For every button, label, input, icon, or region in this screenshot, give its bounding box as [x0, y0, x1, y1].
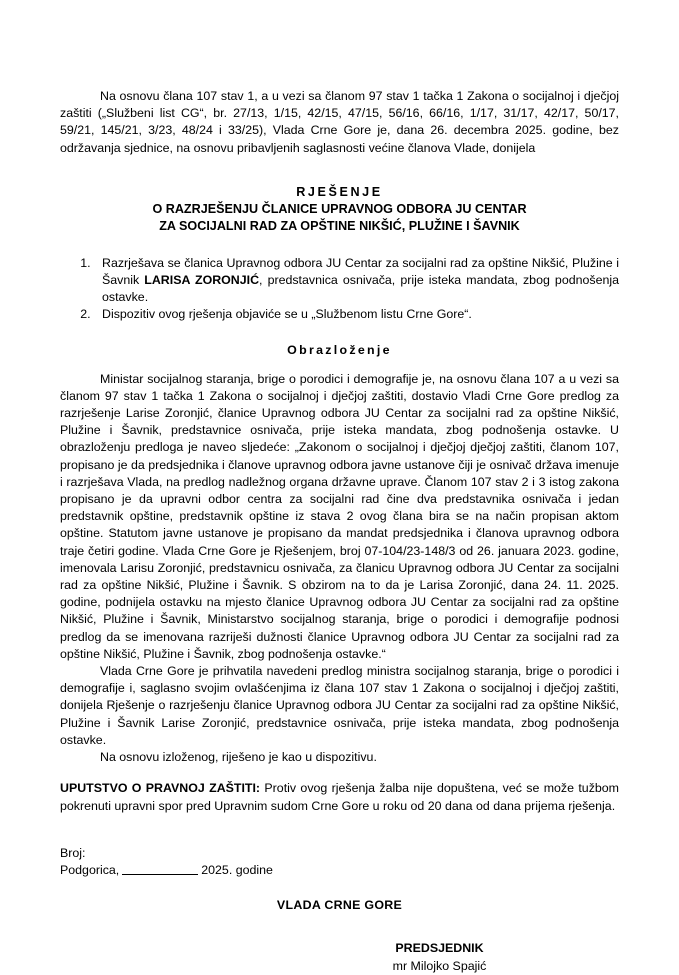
government-name: VLADA CRNE GORE	[276, 898, 403, 913]
signatory-title: PREDSJEDNIK	[395, 941, 484, 956]
signature-block	[60, 940, 619, 974]
title-line-3: ZA SOCIJALNI RAD ZA OPŠTINE NIKŠIĆ, PLUŽINE I ŠAVNIK	[159, 218, 520, 233]
disposition-item-1-text-after: , predstavnica osnivača, prije isteka mandata, zbog podnošenja ostavke.	[102, 273, 620, 305]
document-title-block	[60, 183, 619, 235]
signatory-name: mr Milojko Spajić	[392, 958, 487, 973]
disposition-list	[60, 255, 619, 324]
footer-place: Podgorica,	[60, 862, 120, 877]
reasoning-paragraph-1: Ministar socijalnog staranja, brige o porodici i demografije je, na osnovu člana 107 a u vezi sa članom 97 stav 1 tačka 1 Zakona o socijalnoj i dječjoj zaštiti, dostavio Vladi Crne Gore predlog za razrješenje Larise Zoronjić, članice Upravnog odbora JU Centar za socijalni rad za opštine Nikšić, Plužine i Šavnik, predstavnice osnivača, prije isteka mandata, zbog podnošenja ostavke. U obrazloženju predloga je naveo sljedeće: „Zakonom o socijalnoj i dječjoj dječjoj zaštiti, članom 107, propisano je da predsjednika i članove upravnog odbora javne ustanove čiji je osnivač država imenuje i razrješava Vlada, na predlog nadležnog organa državne uprave. Članom 107 stav 2 i 3 istog zakona propisano je da upravni odbor centra za socijalni rad čine dva predstavnika osnivača i jedan predstavnik opštine, predstavnik opštine iz stava 2 ovog člana bira se na način propisan aktom opštine. Statutom javne ustanove je propisano da mandat predsjednika i članova upravnog odbora traje četiri godine. Vlada Crne Gore je Rješenjem, broj 07-104/23-148/3 od 26. januara 2023. godine, imenovala Larisu Zoronjić, predstavnicu osnivača, za članicu Upravnog odbora JU Centar za socijalni rad za opštine Nikšić, Plužine i Šavnik. S obzirom na to da je Larisa Zoronjić, dana 24. 11. 2025. godine, podnijela ostavku na mjesto članice Upravnog odbora JU Centar za socijalni rad za opštine Nikšić, Plužine i Šavnik, Ministarstvo socijalnog staranja, brige o porodici i demografije podnosi predlog da se imenovana razriješi dužnosti članice Upravnog odbora JU Centar za socijalni rad za opštine Nikšić, Plužine i Šavnik, zbog podnošenja ostavke.“	[60, 371, 619, 661]
dismissed-person-name: LARISA ZORONJIĆ	[144, 273, 260, 288]
legal-notice-text: Protiv ovog rješenja žalba nije dopuštena, već se može tužbom pokrenuti upravni spor pred Upravnim sudom Crne Gore u roku od 20 dana od dana prijema rješenja.	[60, 781, 619, 813]
footer-date-suffix: 2025. godine	[201, 862, 273, 877]
title-line-2: O RAZRJEŠENJU ČLANICE UPRAVNOG ODBORA JU CENTAR	[152, 201, 527, 216]
footer-number-line: Broj:	[60, 845, 86, 860]
footer-place-date-line	[60, 862, 619, 879]
reasoning-body	[60, 371, 619, 767]
document-body	[60, 88, 619, 975]
reasoning-paragraph-2: Vlada Crne Gore je prihvatila navedeni predlog ministra socijalnog staranja, brige o porodici i demografije i, saglasno svojim ovlašćenjima iz člana 107 stav 1 Zakona o socijalnoj i dječjoj zaštiti, donijela Rješenje o razrješenju članice Upravnog odbora JU Centar za socijalni rad za opštine Nikšić, Plužine i Šavnik Larise Zoronjić, predstavnice osnivača, prije isteka mandata, zbog podnošenja ostavke.	[60, 664, 619, 747]
disposition-item-2: 2. Dispozitiv ovog rješenja objaviće se u „Službenom listu Crne Gore“.	[94, 306, 619, 323]
legal-notice-paragraph	[60, 780, 619, 814]
reasoning-paragraph-3: Na osnovu izloženog, riješeno je kao u dispozitivu.	[100, 750, 377, 765]
reasoning-heading: Obrazloženje	[287, 342, 392, 357]
document-footer	[60, 845, 619, 975]
date-blank-line	[122, 874, 198, 875]
legal-notice-label: UPUTSTVO O PRAVNOJ ZAŠTITI:	[60, 781, 261, 796]
disposition-item-1-text-before: Razrješava se članica Upravnog odbora JU Centar za socijalni rad za opštine Nikšić, Plužine i Šavnik	[102, 255, 619, 288]
preamble-paragraph: Na osnovu člana 107 stav 1, a u vezi sa članom 97 stav 1 tačka 1 Zakona o socijalnoj i dječjoj zaštiti („Službeni list CG“, br. 27/13, 1/15, 42/15, 47/15, 56/16, 66/16, 1/17, 31/17, 42/17, 50/17, 59/21, 145/21, 3/23, 48/24 i 33/25), Vlada Crne Gore je, dana 26. decembra 2025. godine, bez održavanja sjednice, na osnovu pribavljenih saglasnosti većine članova Vlade, donijela	[60, 89, 619, 155]
disposition-item-1	[94, 255, 619, 307]
title-main: RJEŠENJE	[296, 184, 383, 199]
